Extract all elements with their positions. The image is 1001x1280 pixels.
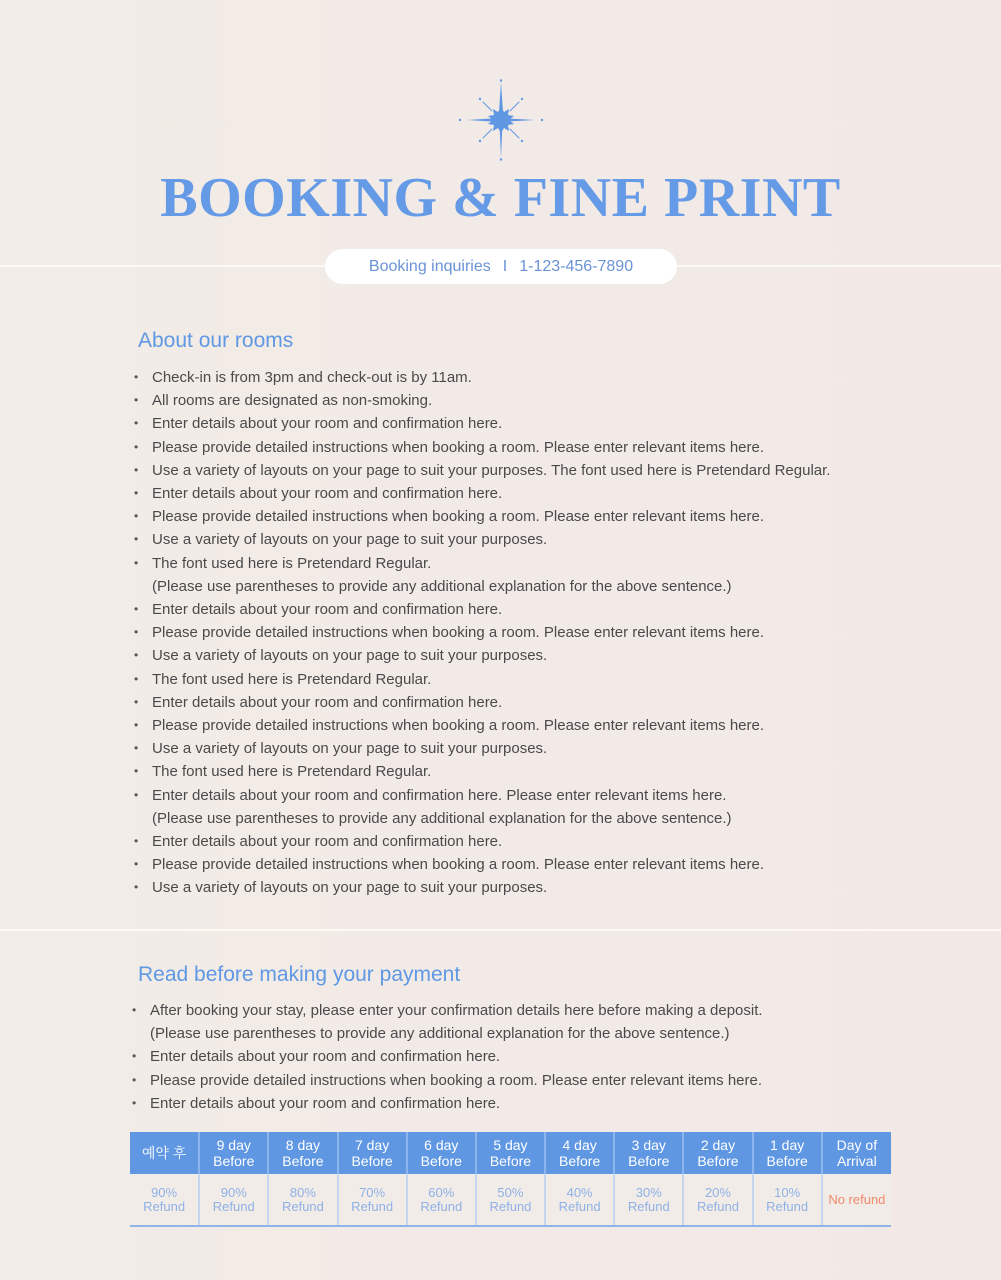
column-header: 4 day Before — [545, 1132, 614, 1174]
list-item: • Use a variety of layouts on your page to suit your purposes. — [134, 528, 830, 551]
column-header: 9 day Before — [199, 1132, 268, 1174]
column-header: 7 day Before — [338, 1132, 407, 1174]
list-item: • Use a variety of layouts on your page to suit your purposes. — [134, 644, 830, 667]
list-item: • Please provide detailed instructions when booking a room. Please enter relevant items here. — [134, 621, 830, 644]
list-item: • Enter details about your room and confirmation here. — [134, 598, 830, 621]
list-item: • Enter details about your room and confirmation here. — [132, 1045, 763, 1068]
list-item-note: (Please use parentheses to provide any additional explanation for the above sentence.) — [152, 577, 732, 595]
list-item: • Please provide detailed instructions when booking a room. Please enter relevant items here. — [132, 1069, 763, 1092]
list-item: • After booking your stay, please enter your confirmation details here before making a deposit. (Please use parentheses to provide any additional explanation for the above sentence.) — [132, 999, 763, 1045]
list-item: • Enter details about your room and confirmation here. — [134, 830, 830, 853]
list-item-note: (Please use parentheses to provide any additional explanation for the above sentence.) — [150, 1025, 730, 1043]
list-item: • Use a variety of layouts on your page to suit your purposes. The font used here is Pretendard Regular. — [134, 459, 830, 482]
list-item: • Please provide detailed instructions when booking a room. Please enter relevant items here. — [134, 714, 830, 737]
list-item: • Use a variety of layouts on your page to suit your purposes. — [134, 876, 830, 899]
list-item: • Enter details about your room and confirmation here. — [132, 1092, 763, 1115]
column-header: 2 day Before — [683, 1132, 752, 1174]
list-item: • The font used here is Pretendard Regular. — [134, 760, 830, 783]
refund-cell: 70% Refund — [338, 1174, 407, 1226]
refund-cell: 50% Refund — [476, 1174, 545, 1226]
refund-cell: 40% Refund — [545, 1174, 614, 1226]
refund-cell: 30% Refund — [614, 1174, 683, 1226]
payment-list — [132, 999, 763, 1115]
list-item: • Enter details about your room and confirmation here. — [134, 691, 830, 714]
refund-cell: 90% Refund — [199, 1174, 268, 1226]
page-title: BOOKING & FINE PRINT — [160, 167, 841, 229]
list-item: • Enter details about your room and confirmation here. Please enter relevant items here. (Please use parentheses to provide any additional explanation for the above sentence.) — [134, 784, 830, 830]
list-item: • Please provide detailed instructions when booking a room. Please enter relevant items here. — [134, 436, 830, 459]
list-item: • Enter details about your room and confirmation here. — [134, 482, 830, 505]
refund-policy-table — [130, 1132, 891, 1227]
list-item: • Check-in is from 3pm and check-out is by 11am. — [134, 366, 830, 389]
refund-cell: 20% Refund — [683, 1174, 752, 1226]
column-header: 6 day Before — [407, 1132, 476, 1174]
list-item: • Please provide detailed instructions when booking a room. Please enter relevant items here. — [134, 853, 830, 876]
booking-inquiries-pill — [325, 249, 677, 284]
list-item: • All rooms are designated as non-smoking. — [134, 389, 830, 412]
column-header: Day of Arrival — [822, 1132, 891, 1174]
payment-heading: Read before making your payment — [138, 963, 461, 986]
column-header: 8 day Before — [268, 1132, 337, 1174]
column-header: 1 day Before — [753, 1132, 822, 1174]
list-item: • Use a variety of layouts on your page to suit your purposes. — [134, 737, 830, 760]
table-row — [130, 1174, 891, 1226]
section-divider — [0, 929, 1001, 931]
about-rooms-heading: About our rooms — [138, 329, 294, 352]
list-item-note: (Please use parentheses to provide any additional explanation for the above sentence.) — [152, 809, 732, 827]
refund-cell: 80% Refund — [268, 1174, 337, 1226]
about-rooms-list — [134, 366, 830, 900]
no-refund-cell: No refund — [822, 1174, 891, 1226]
list-item: • Please provide detailed instructions when booking a room. Please enter relevant items here. — [134, 505, 830, 528]
contact-separator: I — [502, 257, 508, 275]
refund-cell: 90% Refund — [130, 1174, 199, 1226]
column-header: 5 day Before — [476, 1132, 545, 1174]
list-item: • Enter details about your room and confirmation here. — [134, 412, 830, 435]
refund-cell: 10% Refund — [753, 1174, 822, 1226]
booking-phone-number[interactable]: 1-123-456-7890 — [519, 257, 634, 275]
list-item: • The font used here is Pretendard Regular. (Please use parentheses to provide any additional explanation for the above sentence.) — [134, 552, 830, 598]
table-header-row — [130, 1132, 891, 1174]
column-header: 예약 후 — [130, 1132, 199, 1174]
refund-cell: 60% Refund — [407, 1174, 476, 1226]
column-header: 3 day Before — [614, 1132, 683, 1174]
list-item: • The font used here is Pretendard Regular. — [134, 668, 830, 691]
booking-inquiries-label: Booking inquiries — [368, 257, 491, 275]
sparkle-star-icon — [457, 78, 545, 162]
